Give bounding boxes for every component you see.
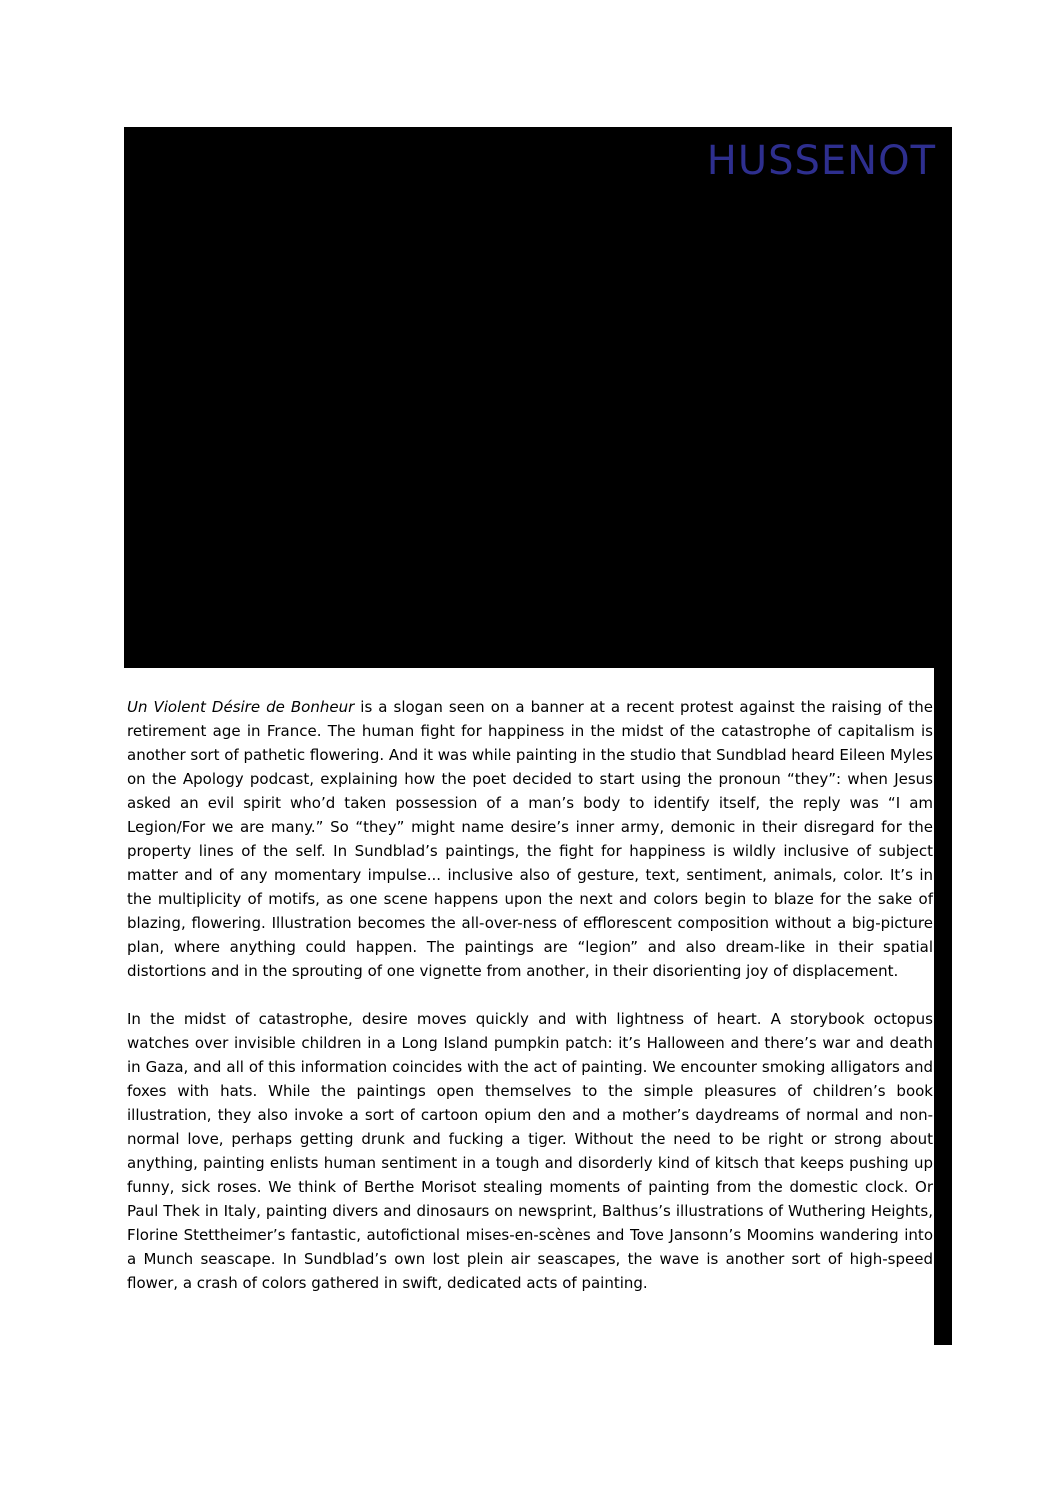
header-image-block — [124, 127, 952, 668]
paragraph-1-text: is a slogan seen on a banner at a recent protest against the raising of the retirement age in France. The human fight for happiness in the midst of the catastrophe of capitalism is another sort of pathetic flowering. And it was while painting in the studio that Sundblad heard Eileen Myles on the Apology podcast, explaining how the poet decided to start using the pronoun “they”: when Jesus asked an evil spirit who’d taken possession of a man’s body to identify itself, the reply was “I am Legion/For we are many.” So “they” might name desire’s inner army, demonic in their disregard for the property lines of the self. In Sundblad’s paintings, the fight for happiness is wildly inclusive of subject matter and of any momentary impulse... inclusive also of gesture, text, sentiment, animals, color. It’s in the multiplicity of motifs, as one scene happens upon the next and colors begin to blaze for the sake of blazing, flowering. Illustration becomes the all-over-ness of efflorescent composition without a big-picture plan, where anything could happen. The paintings are “legion” and also dream-like in their spatial distortions and in the sprouting of one vignette from another, in their disorienting joy of displacement. — [127, 698, 933, 980]
paragraph-2: In the midst of catastrophe, desire moves quickly and with lightness of heart. A storybook octopus watches over invisible children in a Long Island pumpkin patch: it’s Halloween and there’s war and death in Gaza, and all of this information coincides with the act of painting. We encounter smoking alligators and foxes with hats. While the paintings open themselves to the simple pleasures of children’s book illustration, they also invoke a sort of cartoon opium den and a mother’s daydreams of normal and non-normal love, perhaps getting drunk and fucking a tiger. Without the need to be right or strong about anything, painting enlists human sentiment in a tough and disorderly kind of kitsch that keeps pushing up funny, sick roses. We think of Berthe Morisot stealing moments of painting from the domestic clock. Or Paul Thek in Italy, painting divers and dinosaurs on newsprint, Balthus’s illustrations of Wuthering Heights, Florine Stettheimer’s fantastic, autofictional mises-en-scènes and Tove Jansonn’s Moomins wandering into a Munch seascape. In Sundblad’s own lost plein air seascapes, the wave is another sort of high-speed flower, a crash of colors gathered in swift, dedicated acts of painting. — [127, 1010, 933, 1292]
body-text — [127, 695, 933, 1295]
work-title: Un Violent Désire de Bonheur — [127, 698, 355, 716]
paragraph-1 — [127, 695, 933, 983]
hussenot-logo: HUSSENOT — [706, 138, 936, 184]
side-bar-decoration — [934, 668, 952, 1345]
